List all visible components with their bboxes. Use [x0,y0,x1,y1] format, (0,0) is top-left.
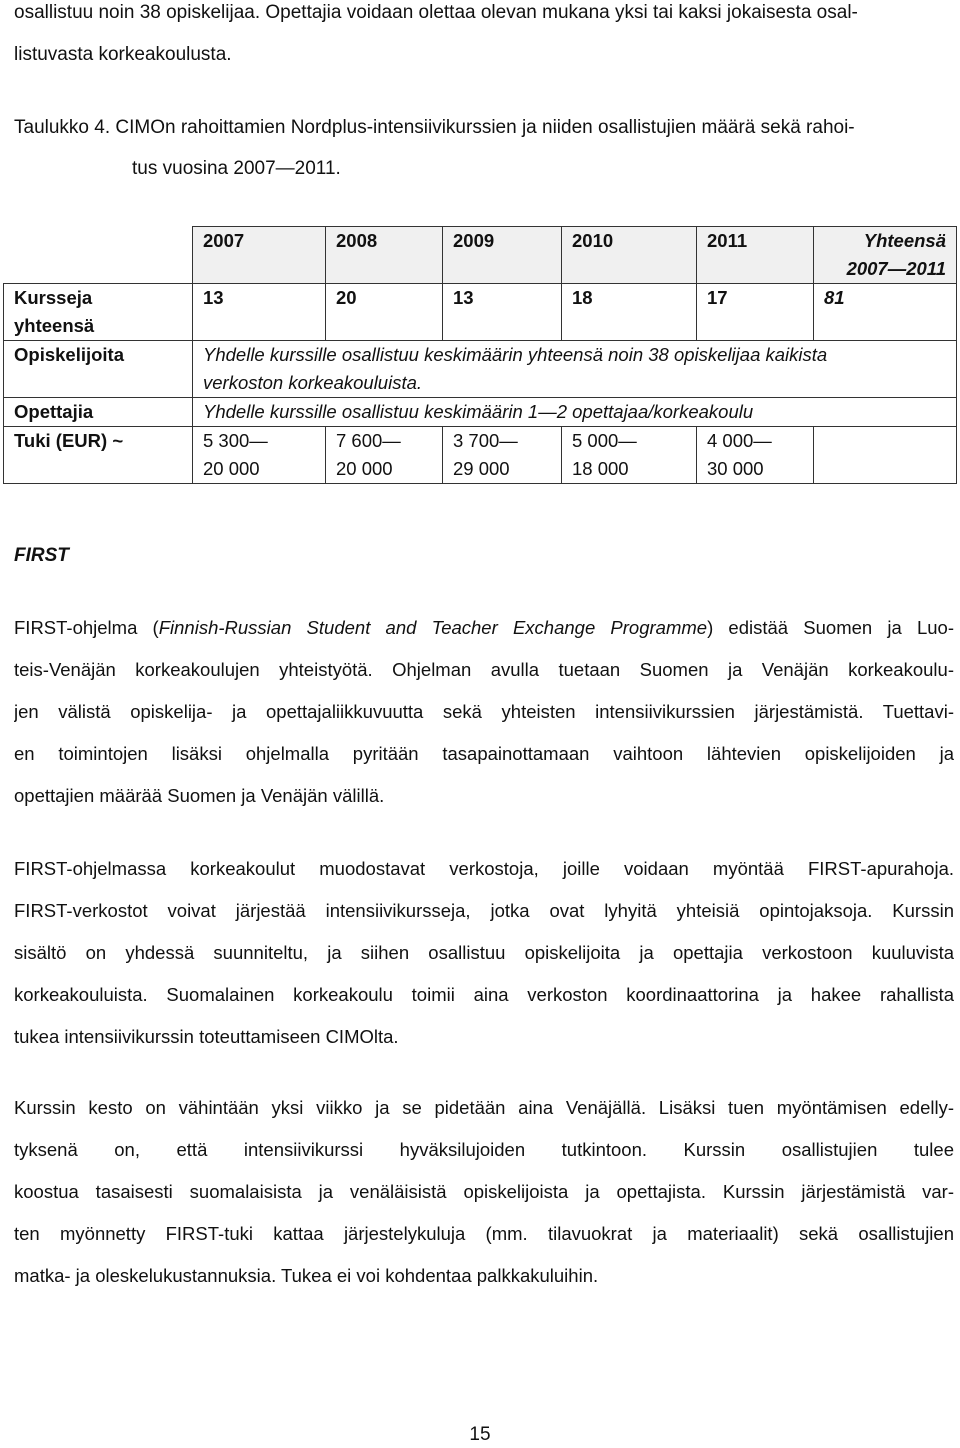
intro-line-1: osallistuu noin 38 opiskelijaa. Opettajia voidaan olettaa olevan mukana yksi tai kaksi jokaisesta osal- [14,2,858,23]
table-caption-line-2: tus vuosina 2007—2011. [132,158,341,179]
text-run: FIRST-ohjelmassa korkeakoulut muodostavat verkostoja, joille voidaan myöntää FIRST-apurahoja. [14,858,954,879]
courses-table [3,226,957,484]
section-heading-first: FIRST [14,545,69,566]
paragraph-first-networks [14,848,954,1058]
students-merged-cell [193,341,957,398]
table-row-funding [4,427,957,484]
text-run: koostua tasaisesti suomalaisista ja venäläisistä opiskelijoista ja opettajista. Kurssin järjestämistä var- [14,1181,954,1202]
text-run: sisältö on yhdessä suunniteltu, ja siihen osallistuu opiskelijoita ja opettajia verkostoon kuuluvista [14,942,954,963]
paragraph-line [14,1016,954,1058]
table-header-row [4,227,957,284]
year-header: 2009 [443,227,562,284]
paragraph-first-intro [14,607,954,817]
paragraph-line [14,1255,954,1297]
text-run: tukea intensiivikurssin toteuttamiseen CIMOlta. [14,1026,399,1047]
text-run: korkeakouluista. Suomalainen korkeakoulu toimii aina verkoston koordinaattorina ja hakee rahallista [14,984,954,1005]
text-run: FIRST-ohjelma ( [14,617,159,638]
table-cell: 13 [443,284,562,341]
paragraph-line [14,607,954,649]
intro-line-2: listuvasta korkeakoulusta. [14,44,232,65]
paragraph-line [14,733,954,775]
empty-header-cell [4,227,193,284]
funding-cell [443,427,562,484]
funding-from: 7 600— [336,430,401,451]
text-run: opettajien määrää Suomen ja Venäjän välillä. [14,785,385,806]
table-cell: 17 [697,284,814,341]
funding-to: 20 000 [336,458,393,479]
paragraph-line [14,775,954,817]
funding-from: 5 300— [203,430,268,451]
text-run: ) edistää Suomen ja Luo- [707,617,954,638]
text-run: jen välistä opiskelija- ja opettajaliikkuvuutta sekä yhteisten intensiivikurssien järjestämistä. Tuettavi- [14,701,954,722]
paragraph-line [14,848,954,890]
paragraph-line [14,691,954,733]
row-label-funding: Tuki (EUR) ~ [4,427,193,484]
funding-to: 29 000 [453,458,510,479]
table-cell-total: 81 [814,284,957,341]
table-caption [14,117,855,139]
text-run: Kurssin kesto on vähintään yksi viikko ja se pidetään aina Venäjällä. Lisäksi tuen myöntämisen edelly- [14,1097,954,1118]
row-label-courses [4,284,193,341]
paragraph-line [14,649,954,691]
year-header: 2008 [326,227,443,284]
row-label-students: Opiskelijoita [4,341,193,398]
students-text-2: verkoston korkeakouluista. [203,372,423,393]
total-header-label: Yhteensä [863,230,946,251]
text-run: FIRST-verkostot voivat järjestää intensiivikursseja, jotka ovat lyhyitä yhteisiä opintojaksoja. Kurssin [14,900,954,921]
funding-cell [697,427,814,484]
page-number: 15 [469,1424,491,1445]
text-run: ten myönnetty FIRST-tuki kattaa järjestelykuluja (mm. tilavuokrat ja materiaalit) sekä osallistujien [14,1223,954,1244]
teachers-merged-cell: Yhdelle kurssille osallistuu keskimäärin 1—2 opettajaa/korkeakoulu [193,398,957,427]
table-caption-label: Taulukko 4. [14,117,111,138]
paragraph-line [14,1213,954,1255]
total-header [814,227,957,284]
text-run: en toimintojen lisäksi ohjelmalla pyritään tasapainottamaan vaihtoon lähtevien opiskelijoiden ja [14,743,954,764]
year-header: 2007 [193,227,326,284]
paragraph-first-duration [14,1087,954,1297]
funding-cell [326,427,443,484]
paragraph-line [14,1087,954,1129]
table-caption-text: CIMOn rahoittamien Nordplus-intensiivikurssien ja niiden osallistujien määrä sekä rahoi- [110,117,855,138]
funding-from: 4 000— [707,430,772,451]
paragraph-line [14,974,954,1016]
funding-cell [193,427,326,484]
funding-to: 30 000 [707,458,764,479]
paragraph-line [14,1171,954,1213]
paragraph-line [14,890,954,932]
funding-cell [562,427,697,484]
paragraph-line [14,932,954,974]
table-cell: 20 [326,284,443,341]
table-row-students [4,341,957,398]
programme-name: Finnish-Russian Student and Teacher Exchange Programme [158,617,708,638]
row-label-teachers: Opettajia [4,398,193,427]
paragraph-line [14,1129,954,1171]
year-header: 2010 [562,227,697,284]
funding-from: 3 700— [453,430,518,451]
funding-cell-total [814,427,957,484]
table-cell: 13 [193,284,326,341]
table-row-courses [4,284,957,341]
funding-to: 20 000 [203,458,260,479]
funding-to: 18 000 [572,458,629,479]
students-text-1: Yhdelle kurssille osallistuu keskimäärin yhteensä noin 38 opiskelijaa kaikista [203,344,828,365]
row-label-courses-2: yhteensä [14,315,95,336]
text-run: matka- ja oleskelukustannuksia. Tukea ei voi kohdentaa palkkakuluihin. [14,1265,599,1286]
row-label-courses-1: Kursseja [14,287,93,308]
table-row-teachers [4,398,957,427]
year-header: 2011 [697,227,814,284]
funding-from: 5 000— [572,430,637,451]
text-run: teis-Venäjän korkeakoulujen yhteistyötä. Ohjelman avulla tuetaan Suomen ja Venäjän korkeakoulu- [14,659,954,680]
table-cell: 18 [562,284,697,341]
text-run: tyksenä on, että intensiivikurssi hyväksilujoiden tutkintoon. Kurssin osallistujien tulee [14,1139,954,1160]
total-header-range: 2007—2011 [846,258,946,279]
